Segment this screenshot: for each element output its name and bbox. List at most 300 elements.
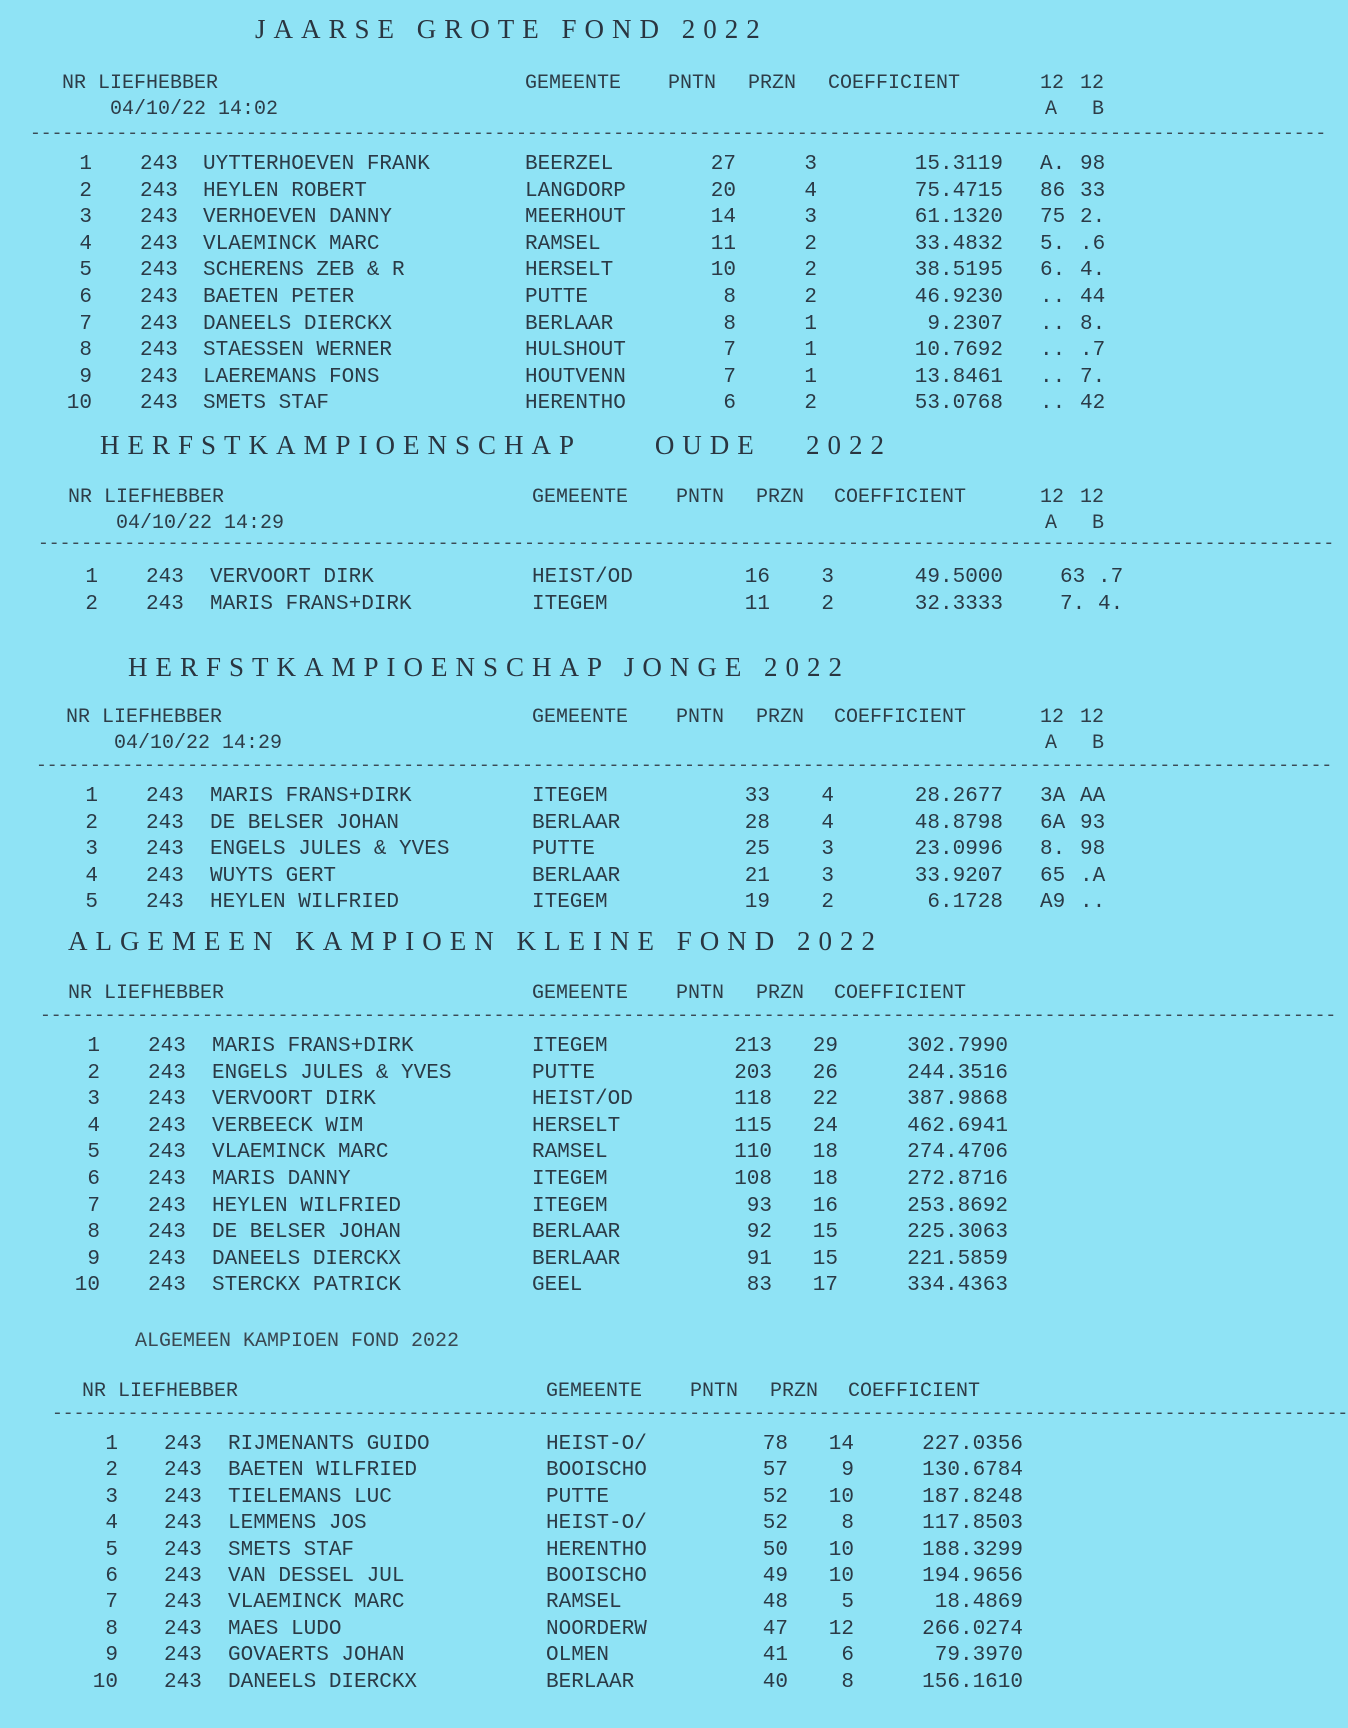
row-name: DE BELSER JOHAN <box>212 1221 402 1245</box>
row-przn: 2 <box>821 891 834 915</box>
row-przn: 1 <box>804 312 817 336</box>
row-przn: 29 <box>812 1035 838 1058</box>
row-code: 243 <box>164 1512 202 1536</box>
row-code: 243 <box>148 1247 186 1271</box>
row-coefficient: 274.4706 <box>907 1141 1008 1165</box>
row-przn: 17 <box>812 1274 838 1298</box>
row-nr: 1 <box>105 1433 118 1456</box>
header-col-b-bottom: B <box>1092 98 1105 121</box>
row-col-a: 7. <box>1060 592 1086 616</box>
print-timestamp: 04/10/22 14:29 <box>116 512 285 535</box>
row-name: GOVAERTS JOHAN <box>228 1644 405 1668</box>
row-pntn: 14 <box>710 206 736 230</box>
section-title: HERFSTKAMPIOENSCHAP OUDE 2022 <box>100 430 893 460</box>
row-coefficient: 32.3333 <box>914 592 1003 616</box>
row-gemeente: BOOISCHO <box>546 1565 647 1588</box>
row-name: MARIS FRANS+DIRK <box>210 785 412 808</box>
row-pntn: 28 <box>744 811 770 835</box>
row-name: VERVOORT DIRK <box>210 566 374 589</box>
row-przn: 14 <box>828 1433 854 1456</box>
row-coefficient: 75.4715 <box>914 179 1003 203</box>
header-przn: PRZN <box>756 982 805 1005</box>
row-col-b: .7 <box>1080 339 1106 363</box>
row-gemeente: HERSELT <box>532 1114 621 1138</box>
print-timestamp: 04/10/22 14:02 <box>110 98 279 121</box>
row-pntn: 57 <box>762 1459 788 1483</box>
row-coefficient: 18.4869 <box>934 1591 1023 1615</box>
row-pntn: 20 <box>710 179 736 203</box>
row-name: VAN DESSEL JUL <box>228 1565 405 1588</box>
row-przn: 2 <box>804 392 817 416</box>
row-pntn: 92 <box>746 1221 772 1245</box>
table-row <box>0 838 1200 864</box>
row-przn: 15 <box>812 1247 838 1271</box>
row-coefficient: 187.8248 <box>922 1485 1023 1509</box>
table-row <box>0 785 1200 811</box>
row-pntn: 8 <box>723 286 736 309</box>
row-col-a: 5. <box>1040 232 1066 256</box>
row-nr: 3 <box>87 1088 100 1112</box>
header-gemeente: GEMEENTE <box>532 486 629 509</box>
row-przn: 26 <box>812 1061 838 1085</box>
row-pntn: 203 <box>734 1061 772 1085</box>
table-row <box>0 891 1200 917</box>
dashed-divider: ------------------------------------------------------------------------------------------------------------------------ <box>30 124 1327 144</box>
row-gemeente: HEIST/OD <box>532 1088 633 1112</box>
row-nr: 10 <box>66 392 92 416</box>
row-nr: 5 <box>79 259 92 283</box>
row-coefficient: 194.9656 <box>922 1565 1023 1588</box>
row-pntn: 27 <box>710 153 736 176</box>
row-code: 243 <box>146 864 184 888</box>
table-row <box>0 313 1200 339</box>
row-przn: 1 <box>804 339 817 363</box>
row-nr: 8 <box>87 1221 100 1245</box>
row-col-a: 6. <box>1040 259 1066 283</box>
table-row <box>0 1115 1200 1141</box>
header-przn: PRZN <box>748 72 797 95</box>
row-pntn: 110 <box>734 1141 772 1165</box>
row-nr: 1 <box>85 566 98 589</box>
header-przn: PRZN <box>756 706 805 729</box>
row-code: 243 <box>140 365 178 389</box>
table-row <box>0 1062 1200 1088</box>
header-col-b-bottom: B <box>1092 732 1105 755</box>
row-coefficient: 272.8716 <box>907 1168 1008 1191</box>
row-coefficient: 28.2677 <box>914 785 1003 808</box>
row-gemeente: ITEGEM <box>532 592 608 616</box>
row-przn: 10 <box>828 1485 854 1509</box>
row-pntn: 50 <box>762 1538 788 1562</box>
row-coefficient: 79.3970 <box>934 1644 1023 1668</box>
row-przn: 10 <box>828 1538 854 1562</box>
row-code: 243 <box>146 891 184 915</box>
row-col-b: .A <box>1080 864 1106 888</box>
section-title: ALGEMEEN KAMPIOEN FOND 2022 <box>135 1330 460 1353</box>
row-col-a: 65 <box>1040 864 1066 888</box>
row-code: 243 <box>148 1168 186 1191</box>
row-nr: 6 <box>79 286 92 309</box>
row-nr: 4 <box>87 1114 100 1138</box>
row-gemeente: NOORDERW <box>546 1617 647 1641</box>
row-name: LEMMENS JOS <box>228 1512 367 1536</box>
row-coefficient: 33.4832 <box>914 232 1003 256</box>
row-col-a: A9 <box>1040 891 1066 915</box>
row-pntn: 11 <box>744 592 770 616</box>
row-przn: 4 <box>821 811 834 835</box>
row-col-b: 7. <box>1080 365 1106 389</box>
table-row <box>0 1618 1200 1644</box>
table-row <box>0 1141 1200 1167</box>
row-nr: 5 <box>87 1141 100 1165</box>
dashed-divider: ------------------------------------------------------------------------------------------------------------------------ <box>40 1006 1337 1026</box>
row-nr: 5 <box>85 891 98 915</box>
row-col-b: 42 <box>1080 392 1106 416</box>
row-name: WUYTS GERT <box>210 864 337 888</box>
table-header <box>0 706 1200 732</box>
header-col-a-top: 12 <box>1040 72 1065 95</box>
row-nr: 6 <box>105 1565 118 1588</box>
row-przn: 9 <box>841 1459 854 1483</box>
row-code: 243 <box>146 566 184 589</box>
row-przn: 6 <box>841 1644 854 1668</box>
dashed-divider: ------------------------------------------------------------------------------------------------------------------------ <box>52 1404 1348 1424</box>
row-code: 243 <box>146 838 184 862</box>
row-gemeente: RAMSEL <box>525 232 601 256</box>
row-gemeente: BEERZEL <box>525 153 614 176</box>
table-header <box>0 72 1200 98</box>
header-col-b-top: 12 <box>1080 706 1105 729</box>
row-gemeente: BERLAAR <box>525 312 614 336</box>
row-przn: 12 <box>828 1617 854 1641</box>
row-col-b: AA <box>1080 785 1106 808</box>
row-coefficient: 48.8798 <box>914 811 1003 835</box>
row-col-a: 3A <box>1040 785 1066 808</box>
row-gemeente: ITEGEM <box>532 1194 608 1218</box>
row-przn: 8 <box>841 1670 854 1694</box>
row-nr: 2 <box>87 1061 100 1085</box>
row-pntn: 91 <box>746 1247 772 1271</box>
row-code: 243 <box>164 1433 202 1456</box>
row-przn: 3 <box>804 206 817 230</box>
row-coefficient: 302.7990 <box>907 1035 1008 1058</box>
row-nr: 7 <box>105 1591 118 1615</box>
row-name: HEYLEN WILFRIED <box>212 1194 402 1218</box>
dashed-divider: ------------------------------------------------------------------------------------------------------------------------ <box>38 534 1335 554</box>
row-gemeente: GEEL <box>532 1274 583 1298</box>
row-code: 243 <box>140 232 178 256</box>
header-col-a-bottom: A <box>1045 512 1058 535</box>
table-row <box>0 392 1200 418</box>
row-przn: 4 <box>821 785 834 808</box>
row-przn: 5 <box>841 1591 854 1615</box>
row-col-a: .. <box>1040 392 1066 416</box>
row-nr: 7 <box>79 312 92 336</box>
row-coefficient: 130.6784 <box>922 1459 1023 1483</box>
row-code: 243 <box>140 392 178 416</box>
table-row <box>0 339 1200 365</box>
header-nr-liefhebber: NR LIEFHEBBER <box>66 706 223 729</box>
table-row <box>0 206 1200 232</box>
table-row <box>0 1168 1200 1194</box>
row-pntn: 6 <box>723 392 736 416</box>
header-nr-liefhebber: NR LIEFHEBBER <box>82 1380 239 1403</box>
header-col-a-bottom: A <box>1045 98 1058 121</box>
row-pntn: 21 <box>744 864 770 888</box>
row-coefficient: 117.8503 <box>922 1512 1023 1536</box>
header-coefficient: COEFFICIENT <box>828 72 961 95</box>
row-pntn: 115 <box>734 1114 772 1138</box>
row-gemeente: PUTTE <box>525 286 589 309</box>
row-col-b: .6 <box>1080 232 1106 256</box>
table-row <box>0 153 1200 179</box>
row-przn: 2 <box>821 592 834 616</box>
row-col-b: 2. <box>1080 206 1106 230</box>
row-pntn: 49 <box>762 1565 788 1588</box>
table-row <box>0 1486 1200 1512</box>
row-pntn: 33 <box>744 785 770 808</box>
row-nr: 4 <box>105 1512 118 1536</box>
row-code: 243 <box>148 1061 186 1085</box>
row-coefficient: 61.1320 <box>914 206 1003 230</box>
row-gemeente: HERENTHO <box>525 392 626 416</box>
row-name: LAEREMANS FONS <box>203 365 380 389</box>
table-row <box>0 593 1200 619</box>
row-nr: 10 <box>92 1670 118 1694</box>
row-przn: 22 <box>812 1088 838 1112</box>
row-col-a: .. <box>1040 286 1066 309</box>
row-col-a: A. <box>1040 153 1066 176</box>
row-gemeente: ITEGEM <box>532 1035 608 1058</box>
row-coefficient: 462.6941 <box>907 1114 1008 1138</box>
row-code: 243 <box>148 1194 186 1218</box>
row-gemeente: PUTTE <box>532 838 596 862</box>
row-code: 243 <box>140 259 178 283</box>
row-name: DANEELS DIERCKX <box>212 1247 402 1271</box>
row-nr: 3 <box>79 206 92 230</box>
table-row <box>0 566 1200 592</box>
row-pntn: 52 <box>762 1485 788 1509</box>
row-coefficient: 387.9868 <box>907 1088 1008 1112</box>
table-subheader <box>0 98 1200 124</box>
row-col-b: 44 <box>1080 286 1106 309</box>
header-col-a-top: 12 <box>1040 706 1065 729</box>
header-pntn: PNTN <box>690 1380 739 1403</box>
table-row <box>0 1221 1200 1247</box>
row-code: 243 <box>164 1538 202 1562</box>
header-pntn: PNTN <box>676 486 725 509</box>
row-code: 243 <box>146 811 184 835</box>
row-code: 243 <box>164 1565 202 1588</box>
header-col-b-bottom: B <box>1092 512 1105 535</box>
header-gemeente: GEMEENTE <box>546 1380 643 1403</box>
row-pntn: 52 <box>762 1512 788 1536</box>
table-row <box>0 259 1200 285</box>
row-coefficient: 46.9230 <box>914 286 1003 309</box>
row-code: 243 <box>146 785 184 808</box>
row-coefficient: 266.0274 <box>922 1617 1023 1641</box>
row-code: 243 <box>164 1644 202 1668</box>
header-nr-liefhebber: NR LIEFHEBBER <box>68 982 225 1005</box>
row-name: DANEELS DIERCKX <box>203 312 393 336</box>
header-gemeente: GEMEENTE <box>532 706 629 729</box>
row-code: 243 <box>164 1591 202 1615</box>
row-coefficient: 38.5195 <box>914 259 1003 283</box>
row-pntn: 10 <box>710 259 736 283</box>
row-gemeente: ITEGEM <box>532 1168 608 1191</box>
row-name: ENGELS JULES & YVES <box>212 1061 452 1085</box>
table-row <box>0 1512 1200 1538</box>
table-row <box>0 233 1200 259</box>
section-title: JAARSE GROTE FOND 2022 <box>255 14 768 44</box>
row-code: 243 <box>148 1274 186 1298</box>
row-col-b: 8. <box>1080 312 1106 336</box>
row-code: 243 <box>148 1221 186 1245</box>
row-pntn: 108 <box>734 1168 772 1191</box>
row-nr: 2 <box>79 179 92 203</box>
row-nr: 9 <box>87 1247 100 1271</box>
row-gemeente: LANGDORP <box>525 179 626 203</box>
row-coefficient: 33.9207 <box>914 864 1003 888</box>
row-name: VERVOORT DIRK <box>212 1088 376 1112</box>
row-przn: 4 <box>804 179 817 203</box>
row-name: DE BELSER JOHAN <box>210 811 400 835</box>
row-col-b: 93 <box>1080 811 1106 835</box>
row-pntn: 83 <box>746 1274 772 1298</box>
table-subheader <box>0 732 1200 758</box>
row-gemeente: BERLAAR <box>532 811 621 835</box>
row-gemeente: BERLAAR <box>532 1247 621 1271</box>
row-gemeente: PUTTE <box>546 1485 610 1509</box>
row-nr: 9 <box>105 1644 118 1668</box>
row-przn: 15 <box>812 1221 838 1245</box>
row-pntn: 25 <box>744 838 770 862</box>
row-name: VLAEMINCK MARC <box>228 1591 405 1615</box>
table-row <box>0 1088 1200 1114</box>
section-title: ALGEMEEN KAMPIOEN KLEINE FOND 2022 <box>68 926 883 956</box>
row-nr: 8 <box>105 1617 118 1641</box>
row-pntn: 40 <box>762 1670 788 1694</box>
row-coefficient: 6.1728 <box>927 891 1003 915</box>
row-code: 243 <box>148 1141 186 1165</box>
row-code: 243 <box>140 206 178 230</box>
row-code: 243 <box>164 1617 202 1641</box>
row-name: STERCKX PATRICK <box>212 1274 402 1298</box>
row-coefficient: 227.0356 <box>922 1433 1023 1456</box>
row-coefficient: 188.3299 <box>922 1538 1023 1562</box>
row-coefficient: 9.2307 <box>927 312 1003 336</box>
row-code: 243 <box>164 1670 202 1694</box>
table-row <box>0 1195 1200 1221</box>
header-pntn: PNTN <box>676 706 725 729</box>
row-gemeente: HEIST-O/ <box>546 1512 647 1536</box>
row-przn: 3 <box>821 566 834 589</box>
row-nr: 5 <box>105 1538 118 1562</box>
header-coefficient: COEFFICIENT <box>834 706 967 729</box>
row-col-b: 33 <box>1080 179 1106 203</box>
row-nr: 4 <box>85 864 98 888</box>
row-col-b: 98 <box>1080 153 1106 176</box>
row-pntn: 118 <box>734 1088 772 1112</box>
row-gemeente: MEERHOUT <box>525 206 626 230</box>
print-timestamp: 04/10/22 14:29 <box>114 732 283 755</box>
header-col-a-top: 12 <box>1040 486 1065 509</box>
row-name: SMETS STAF <box>228 1538 355 1562</box>
row-coefficient: 244.3516 <box>907 1061 1008 1085</box>
row-col-a: 75 <box>1040 206 1066 230</box>
row-name: ENGELS JULES & YVES <box>210 838 450 862</box>
row-pntn: 7 <box>723 339 736 363</box>
header-przn: PRZN <box>770 1380 819 1403</box>
table-row <box>0 180 1200 206</box>
row-pntn: 19 <box>744 891 770 915</box>
row-name: UYTTERHOEVEN FRANK <box>203 153 430 176</box>
row-name: SCHERENS ZEB & R <box>203 259 405 283</box>
row-gemeente: ITEGEM <box>532 785 608 808</box>
row-col-a: 8. <box>1040 838 1066 862</box>
section-title: HERFSTKAMPIOENSCHAP JONGE 2022 <box>128 652 851 682</box>
row-nr: 1 <box>87 1035 100 1058</box>
row-gemeente: BERLAAR <box>532 864 621 888</box>
row-col-b: 4. <box>1098 592 1124 616</box>
header-coefficient: COEFFICIENT <box>848 1380 981 1403</box>
row-pntn: 41 <box>762 1644 788 1668</box>
table-row <box>0 812 1200 838</box>
row-coefficient: 23.0996 <box>914 838 1003 862</box>
row-coefficient: 156.1610 <box>922 1670 1023 1694</box>
header-col-b-top: 12 <box>1080 72 1105 95</box>
header-col-b-top: 12 <box>1080 486 1105 509</box>
table-header <box>0 982 1200 1008</box>
row-przn: 2 <box>804 259 817 283</box>
row-code: 243 <box>140 286 178 309</box>
row-gemeente: RAMSEL <box>532 1141 608 1165</box>
row-przn: 3 <box>804 153 817 176</box>
row-code: 243 <box>164 1485 202 1509</box>
row-przn: 24 <box>812 1114 838 1138</box>
row-pntn: 48 <box>762 1591 788 1615</box>
row-coefficient: 53.0768 <box>914 392 1003 416</box>
row-nr: 7 <box>87 1194 100 1218</box>
row-przn: 3 <box>821 864 834 888</box>
row-name: TIELEMANS LUC <box>228 1485 392 1509</box>
row-gemeente: BOOISCHO <box>546 1459 647 1483</box>
row-pntn: 93 <box>746 1194 772 1218</box>
row-col-a: .. <box>1040 312 1066 336</box>
row-coefficient: 15.3119 <box>914 153 1003 176</box>
row-code: 243 <box>140 339 178 363</box>
row-przn: 10 <box>828 1565 854 1588</box>
row-nr: 4 <box>79 232 92 256</box>
row-przn: 1 <box>804 365 817 389</box>
row-nr: 3 <box>85 838 98 862</box>
row-col-b: .7 <box>1098 566 1124 589</box>
row-name: VERHOEVEN DANNY <box>203 206 393 230</box>
row-przn: 18 <box>812 1141 838 1165</box>
row-code: 243 <box>140 312 178 336</box>
row-nr: 2 <box>85 811 98 835</box>
row-nr: 1 <box>79 153 92 176</box>
row-przn: 2 <box>804 232 817 256</box>
row-pntn: 47 <box>762 1617 788 1641</box>
row-nr: 6 <box>87 1168 100 1191</box>
row-col-a: .. <box>1040 339 1066 363</box>
row-col-b: 4. <box>1080 259 1106 283</box>
row-name: MARIS DANNY <box>212 1168 351 1191</box>
header-gemeente: GEMEENTE <box>532 982 629 1005</box>
row-col-a: 63 <box>1060 566 1086 589</box>
row-gemeente: HERENTHO <box>546 1538 647 1562</box>
